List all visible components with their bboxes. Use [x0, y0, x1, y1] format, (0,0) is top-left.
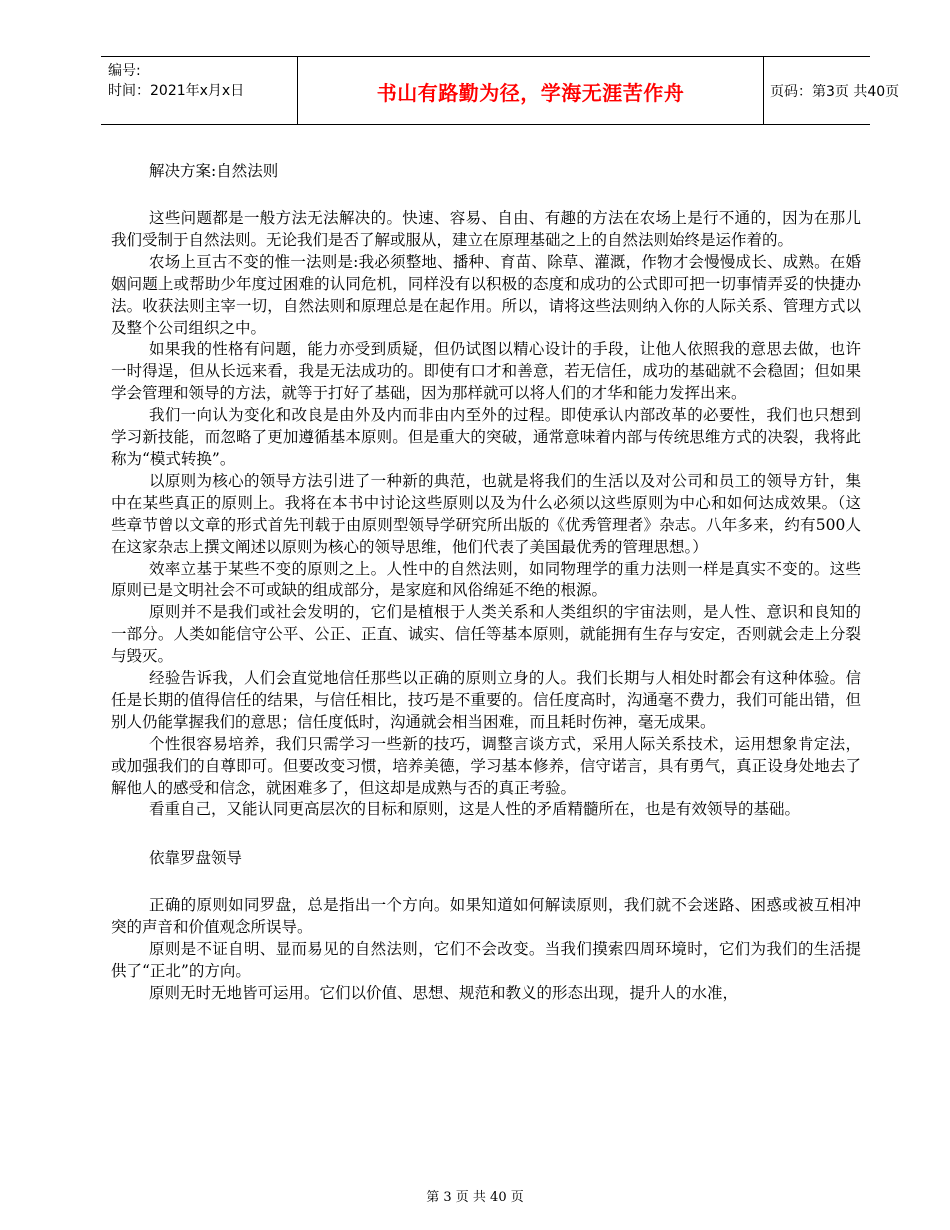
- paragraph: 原则是不证自明、显而易见的自然法则，它们不会改变。当我们摸索四周环境时，它们为我们的生活提供了“正北”的方向。: [111, 940, 861, 981]
- paragraph: 正确的原则如同罗盘，总是指出一个方向。如果知道如何解读原则，我们就不会迷路、困惑或被互相冲突的声音和价值观念所误导。: [111, 896, 861, 937]
- header-meta-cell: [101, 57, 297, 124]
- paragraph: 如果我的性格有问题，能力亦受到质疑，但仍试图以精心设计的手段，让他人依照我的意思去做，也许一时得逞，但从长远来看，我是无法成功的。即使有口才和善意，若无信任，成功的基础就不会稳固；但如果学会管理和领导的方法，就等于打好了基础，因为那样就可以将人们的才华和能力发挥出来。: [111, 340, 861, 403]
- document-body: [111, 160, 861, 1005]
- motto-text: 书山有路勤为径，学海无涯苦作舟: [376, 81, 685, 105]
- paragraph: 以原则为核心的领导方法引进了一种新的典范，也就是将我们的生活以及对公司和员工的领导方针，集中在某些真正的原则上。我将在本书中讨论这些原则以及为什么必须以这些原则为中心和如何达成效果。（这些章节曾以文章的形式首先刊载于由原则型领导学研究所出版的《优秀管理者》杂志。八年多来，约有500人在这家杂志上撰文阐述以原则为核心的领导思维，他们代表了美国最优秀的管理思想。）: [111, 471, 861, 556]
- serial-label: 编号:: [108, 63, 141, 79]
- page-info: 页码：第3页 共40页: [770, 84, 900, 100]
- paragraph: 原则并不是我们或社会发明的，它们是植根于人类关系和人类组织的宇宙法则，是人性、意识和良知的一部分。人类如能信守公平、公正、正直、诚实、信任等基本原则，就能拥有生存与安定，否则就会走上分裂与毁灭。: [111, 603, 861, 666]
- header-motto-cell: [297, 57, 764, 124]
- paragraph: 我们一向认为变化和改良是由外及内而非由内至外的过程。即使承认内部改革的必要性，我们也只想到学习新技能，而忽略了更加遵循基本原则。但是重大的突破，通常意味着内部与传统思维方式的决裂，我将此称为“模式转换”。: [111, 406, 861, 468]
- section-heading: 依靠罗盘领导: [149, 849, 243, 868]
- paragraph: 看重自己，又能认同更高层次的目标和原则，这是人性的矛盾精髓所在，也是有效领导的基础。: [149, 800, 801, 819]
- page-header: [101, 56, 900, 125]
- header-page-cell: [763, 57, 900, 124]
- paragraph: 经验告诉我，人们会直觉地信任那些以正确的原则立身的人。我们长期与人相处时都会有这种体验。信任是长期的值得信任的结果，与信任相比，技巧是不重要的。信任度高时，沟通毫不费力，我们可能出错，但别人仍能掌握我们的意思；信任度低时，沟通就会相当困难，而且耗时伤神，毫无成果。: [111, 669, 861, 731]
- section-heading: 解决方案:自然法则: [149, 162, 279, 180]
- page-footer: 第 3 页 共 40 页: [426, 1190, 524, 1205]
- paragraph: 效率立基于某些不变的原则之上。人性中的自然法则，如同物理学的重力法则一样是真实不变的。这些原则已是文明社会不可或缺的组成部分，是家庭和风俗绵延不绝的根源。: [111, 559, 861, 600]
- paragraph: 这些问题都是一般方法无法解决的。快速、容易、自由、有趣的方法在农场上是行不通的，因为在那儿我们受制于自然法则。无论我们是否了解或服从，建立在原理基础之上的自然法则始终是运作着的。: [111, 209, 861, 249]
- paragraph: 农场上亘古不变的惟一法则是:我必须整地、播种、育苗、除草、灌溉，作物才会慢慢成长、成熟。在婚姻问题上或帮助少年度过困难的认同危机，同样没有以积极的态度和成功的公式即可把一切事情弄妥的快捷办法。收获法则主宰一切，自然法则和原理总是在起作用。所以，请将这些法则纳入你的人际关系、管理方式以及整个公司组织之中。: [111, 252, 861, 337]
- time-label: 时间：2021年x月x日: [108, 83, 245, 99]
- paragraph: 个性很容易培养，我们只需学习一些新的技巧，调整言谈方式，采用人际关系技术，运用想象肯定法，或加强我们的自尊即可。但要改变习惯，培养美德，学习基本修养，信守诺言，具有勇气，真正设身处地去了解他人的感受和信念，就困难多了，但这却是成熟与否的真正考验。: [111, 734, 861, 797]
- paragraph: 原则无时无地皆可运用。它们以价值、思想、规范和教义的形态出现，提升人的水准，: [149, 984, 739, 1002]
